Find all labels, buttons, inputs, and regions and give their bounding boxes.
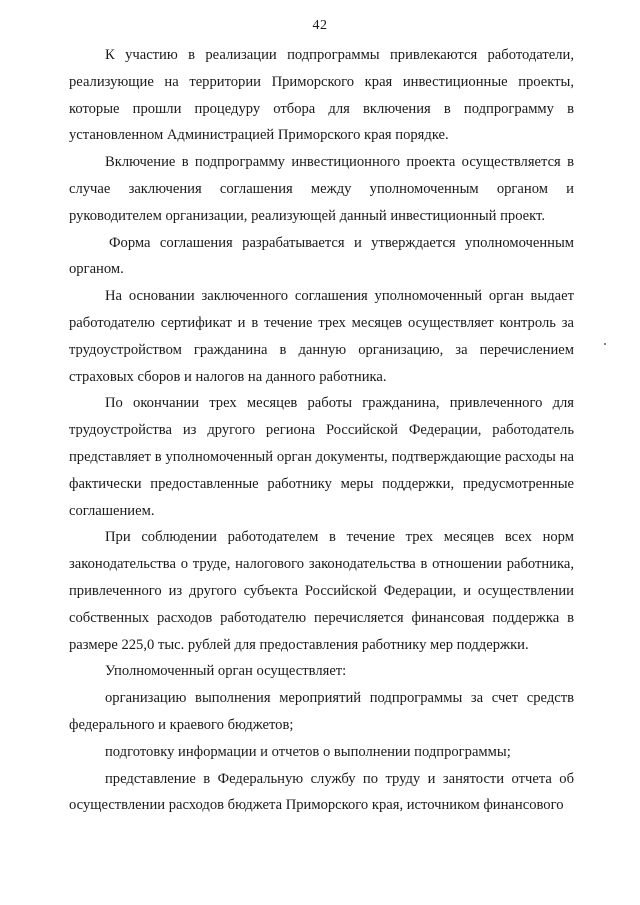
page-number: 42 xyxy=(312,18,328,33)
paragraph-project-inclusion: Включение в подпрограмму инвестиционного проекта осуществляется в случае заключения соглашения между уполномоченным органом и руководителем организации, реализующей данный инвестиционный проект. xyxy=(69,154,574,224)
paragraph-expense-documents: По окончании трех месяцев работы гражданина, привлеченного для трудоустройства из другого региона Российской Федерации, работодатель представляет в уполномоченный орган документы, подтверждающие расходы на фактически предоставленные работнику меры поддержки, предусмотренные соглашением. xyxy=(69,395,574,519)
scan-speck xyxy=(604,343,606,345)
paragraph-duty-reporting: подготовку информации и отчетов о выполнении подпрограммы; xyxy=(105,743,511,760)
paragraph-financial-support: При соблюдении работодателем в течение трех месяцев всех норм законодательства о труде, налогового законодательства в отношении работника, привлеченного из другого субъекта Российской Федерации, и осуществлении собственных расходов работодателю перечисляется финансовая поддержка в размере 225,0 тыс. рублей для предоставления работнику мер поддержки. xyxy=(69,529,574,653)
document-body xyxy=(69,42,574,819)
paragraph-duty-organization: организацию выполнения мероприятий подпрограммы за счет средств федерального и краевого бюджетов; xyxy=(69,690,574,733)
paragraph-duty-federal-report: представление в Федеральную службу по труду и занятости отчета об осуществлении расходов бюджета Приморского края, источником финансового xyxy=(69,770,574,814)
paragraph-authorized-body-duties: Уполномоченный орган осуществляет: xyxy=(105,663,347,680)
paragraph-certificate-issuance: На основании заключенного соглашения уполномоченный орган выдает работодателю сертификат и в течение трех месяцев осуществляет контроль за трудоустройством гражданина в данную организацию, за перечислением страховых сборов и налогов на данного работника. xyxy=(69,288,574,385)
paragraph-employers-participation: К участию в реализации подпрограммы привлекаются работодатели, реализующие на территории Приморского края инвестиционные проекты, которые прошли процедуру отбора для включения в подпрограмму в установленном Администрацией Приморского края порядке. xyxy=(69,47,574,144)
paragraph-agreement-form: Форма соглашения разрабатывается и утверждается уполномоченным органом. xyxy=(69,234,574,278)
